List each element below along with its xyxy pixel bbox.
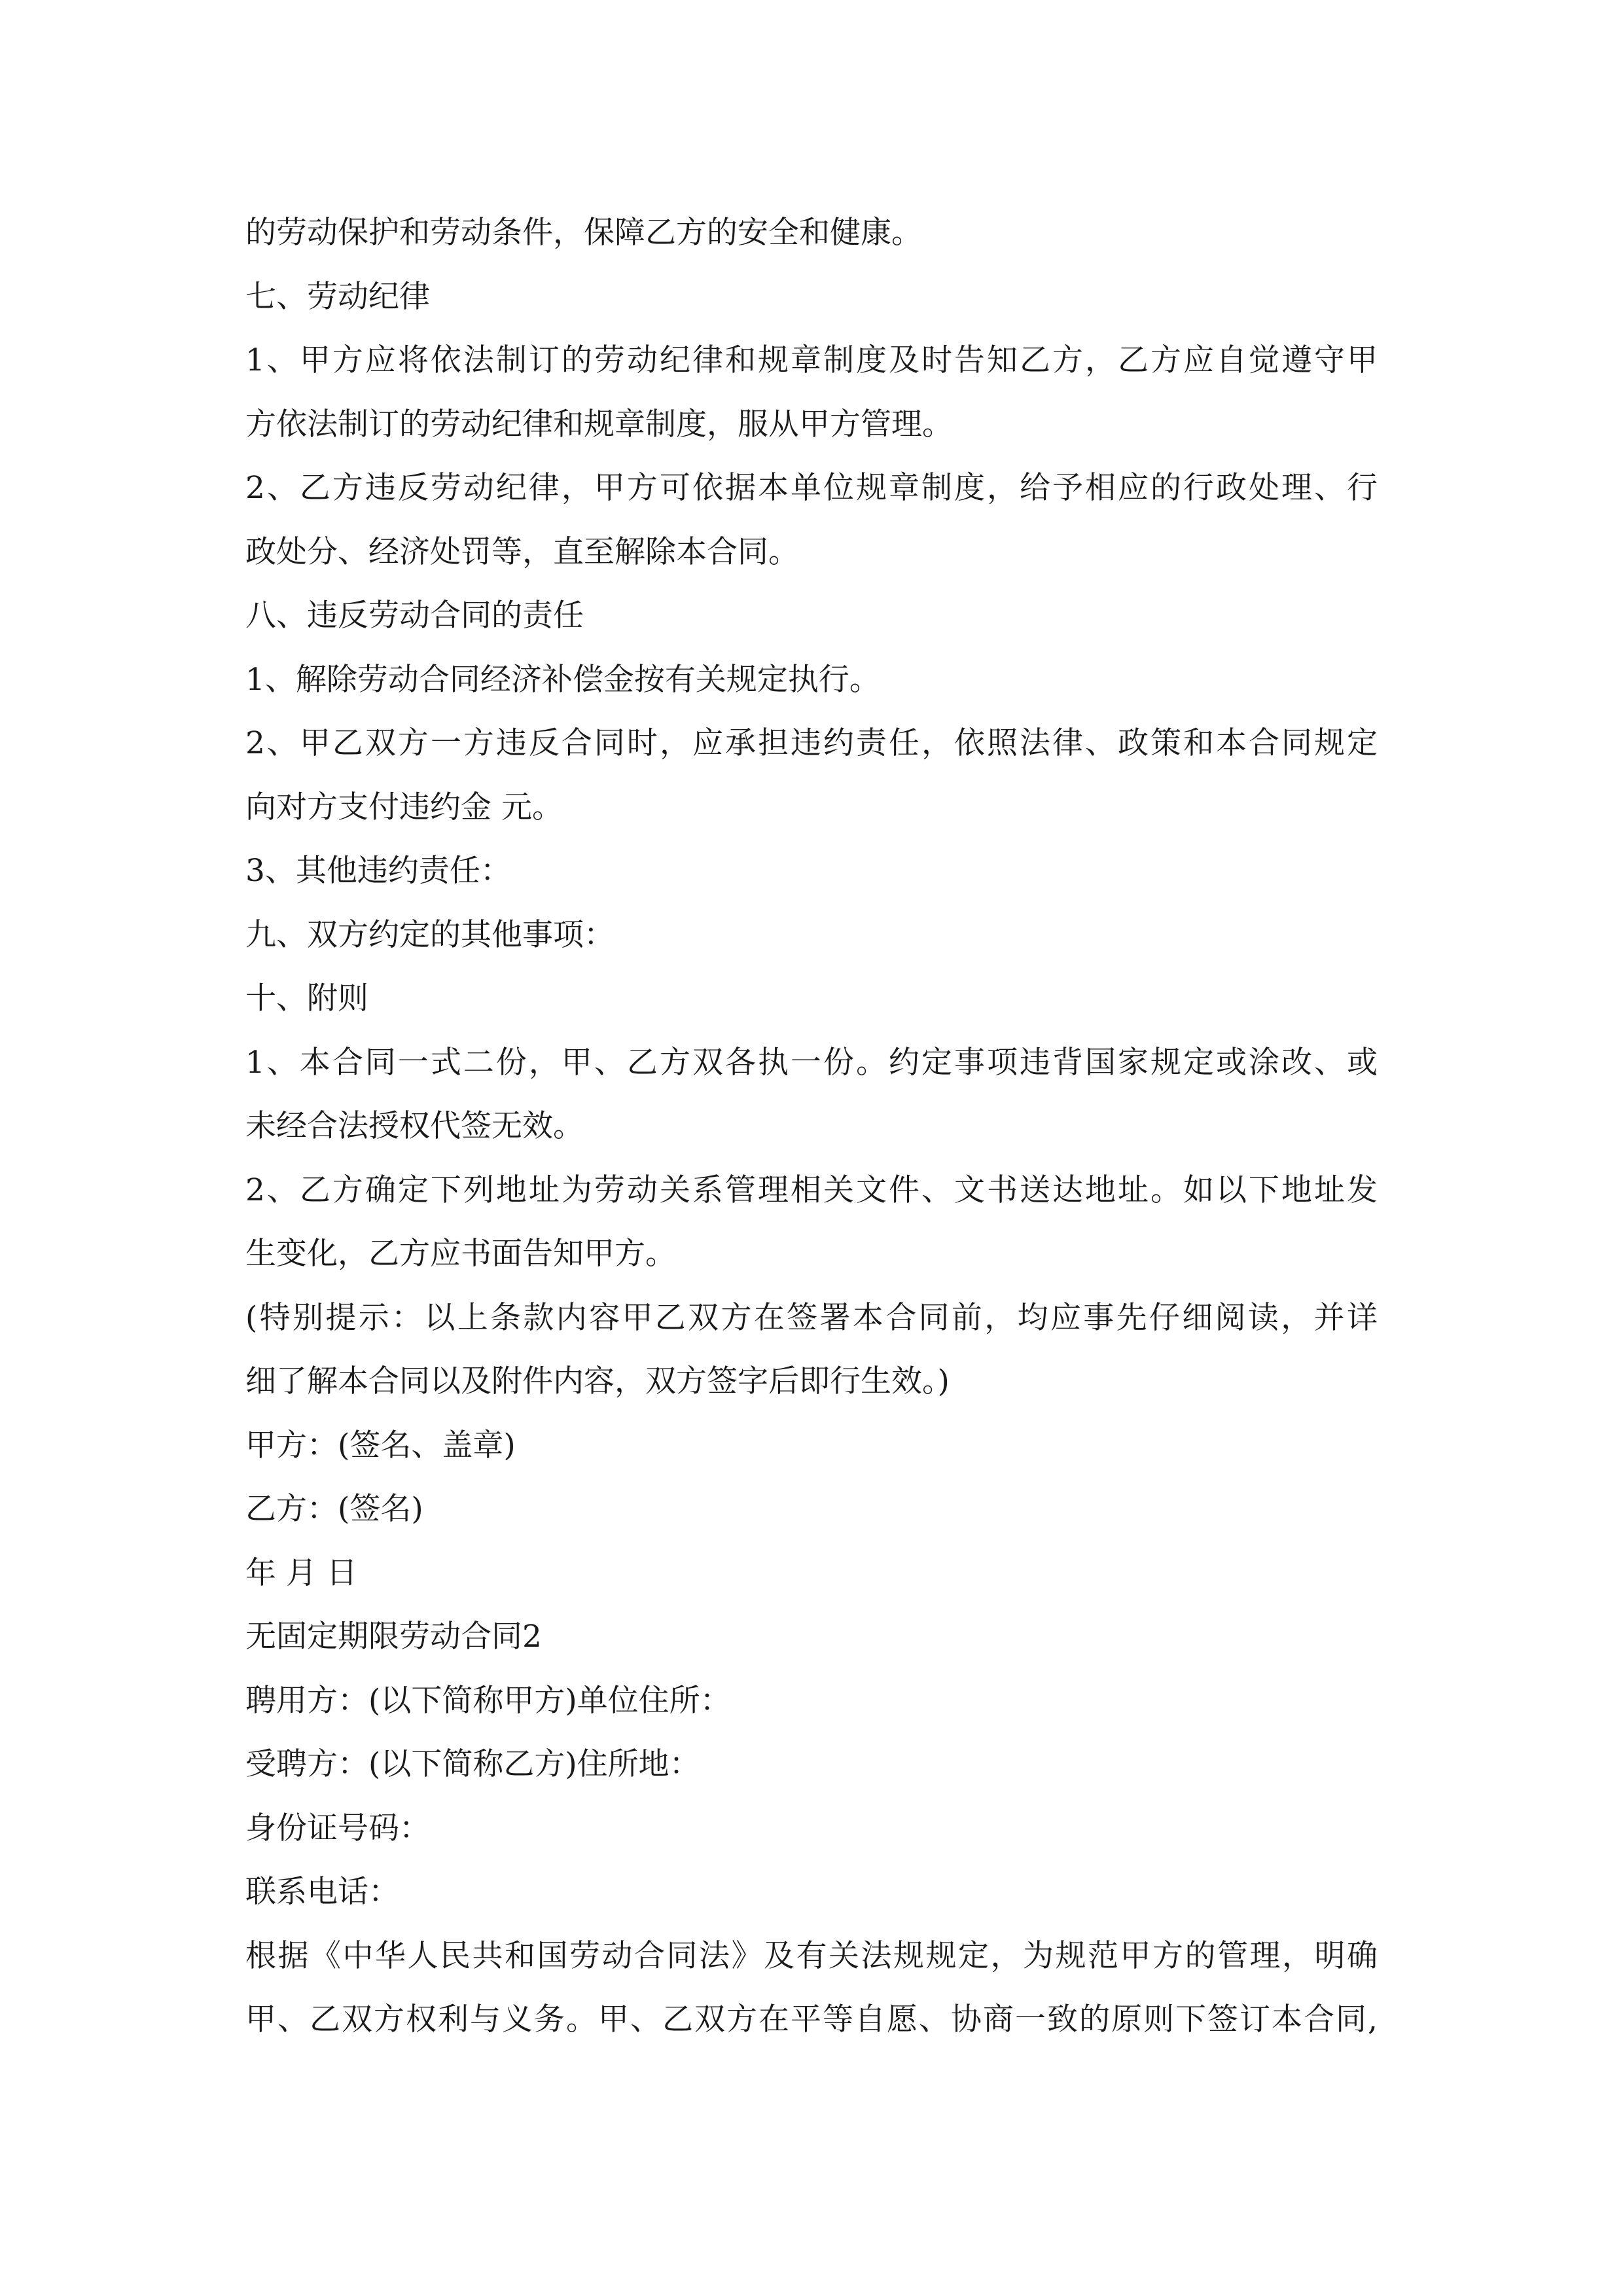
signature-line-party-b: 乙方：(签名) <box>245 1491 423 1527</box>
contract-title: 无固定期限劳动合同2 <box>245 1619 542 1655</box>
text-line: (特别提示：以上条款内容甲乙双方在签署本合同前，均应事先仔细阅读，并详 <box>245 1299 1378 1336</box>
text-line: 1、甲方应将依法制订的劳动纪律和规章制度及时告知乙方，乙方应自觉遵守甲 <box>245 342 1378 378</box>
section-heading: 八、违反劳动合同的责任 <box>245 598 584 634</box>
text-line: 方依法制订的劳动纪律和规章制度，服从甲方管理。 <box>245 406 953 442</box>
text-line: 细了解本合同以及附件内容，双方签字后即行生效。) <box>245 1363 950 1399</box>
id-number-field: 身份证号码： <box>245 1810 430 1846</box>
text-line: 1、解除劳动合同经济补偿金按有关规定执行。 <box>245 661 880 698</box>
signature-line-party-a: 甲方：(签名、盖章) <box>245 1427 516 1463</box>
text-line: 甲、乙双方权利与义务。甲、乙双方在平等自愿、协商一致的原则下签订本合同, <box>245 2001 1378 2037</box>
phone-field: 联系电话： <box>245 1874 399 1910</box>
text-line: 根据《中华人民共和国劳动合同法》及有关法规规定，为规范甲方的管理，明确 <box>245 1937 1378 1974</box>
date-line: 年 月 日 <box>245 1554 357 1591</box>
employee-field: 受聘方：(以下简称乙方)住所地： <box>245 1746 700 1782</box>
text-line: 政处分、经济处罚等，直至解除本合同。 <box>245 533 799 570</box>
section-heading: 七、劳动纪律 <box>245 278 430 315</box>
text-line: 生变化，乙方应书面告知甲方。 <box>245 1236 676 1272</box>
text-line: 2、甲乙双方一方违反合同时，应承担违约责任，依照法律、政策和本合同规定 <box>245 725 1378 761</box>
document-body <box>245 201 1378 2052</box>
text-line: 3、其他违约责任： <box>245 853 511 889</box>
section-heading: 九、双方约定的其他事项： <box>245 916 615 953</box>
employer-field: 聘用方：(以下简称甲方)单位住所： <box>245 1682 731 1719</box>
text-line: 2、乙方违反劳动纪律，甲方可依据本单位规章制度，给予相应的行政处理、行 <box>245 470 1378 506</box>
text-line: 向对方支付违约金 元。 <box>245 789 563 825</box>
text-line: 2、乙方确定下列地址为劳动关系管理相关文件、文书送达地址。如以下地址发 <box>245 1172 1378 1208</box>
text-line: 未经合法授权代签无效。 <box>245 1108 584 1144</box>
section-heading: 十、附则 <box>245 980 368 1016</box>
text-line: 的劳动保护和劳动条件，保障乙方的安全和健康。 <box>245 215 922 251</box>
text-line: 1、本合同一式二份，甲、乙方双各执一份。约定事项违背国家规定或涂改、或 <box>245 1044 1378 1081</box>
